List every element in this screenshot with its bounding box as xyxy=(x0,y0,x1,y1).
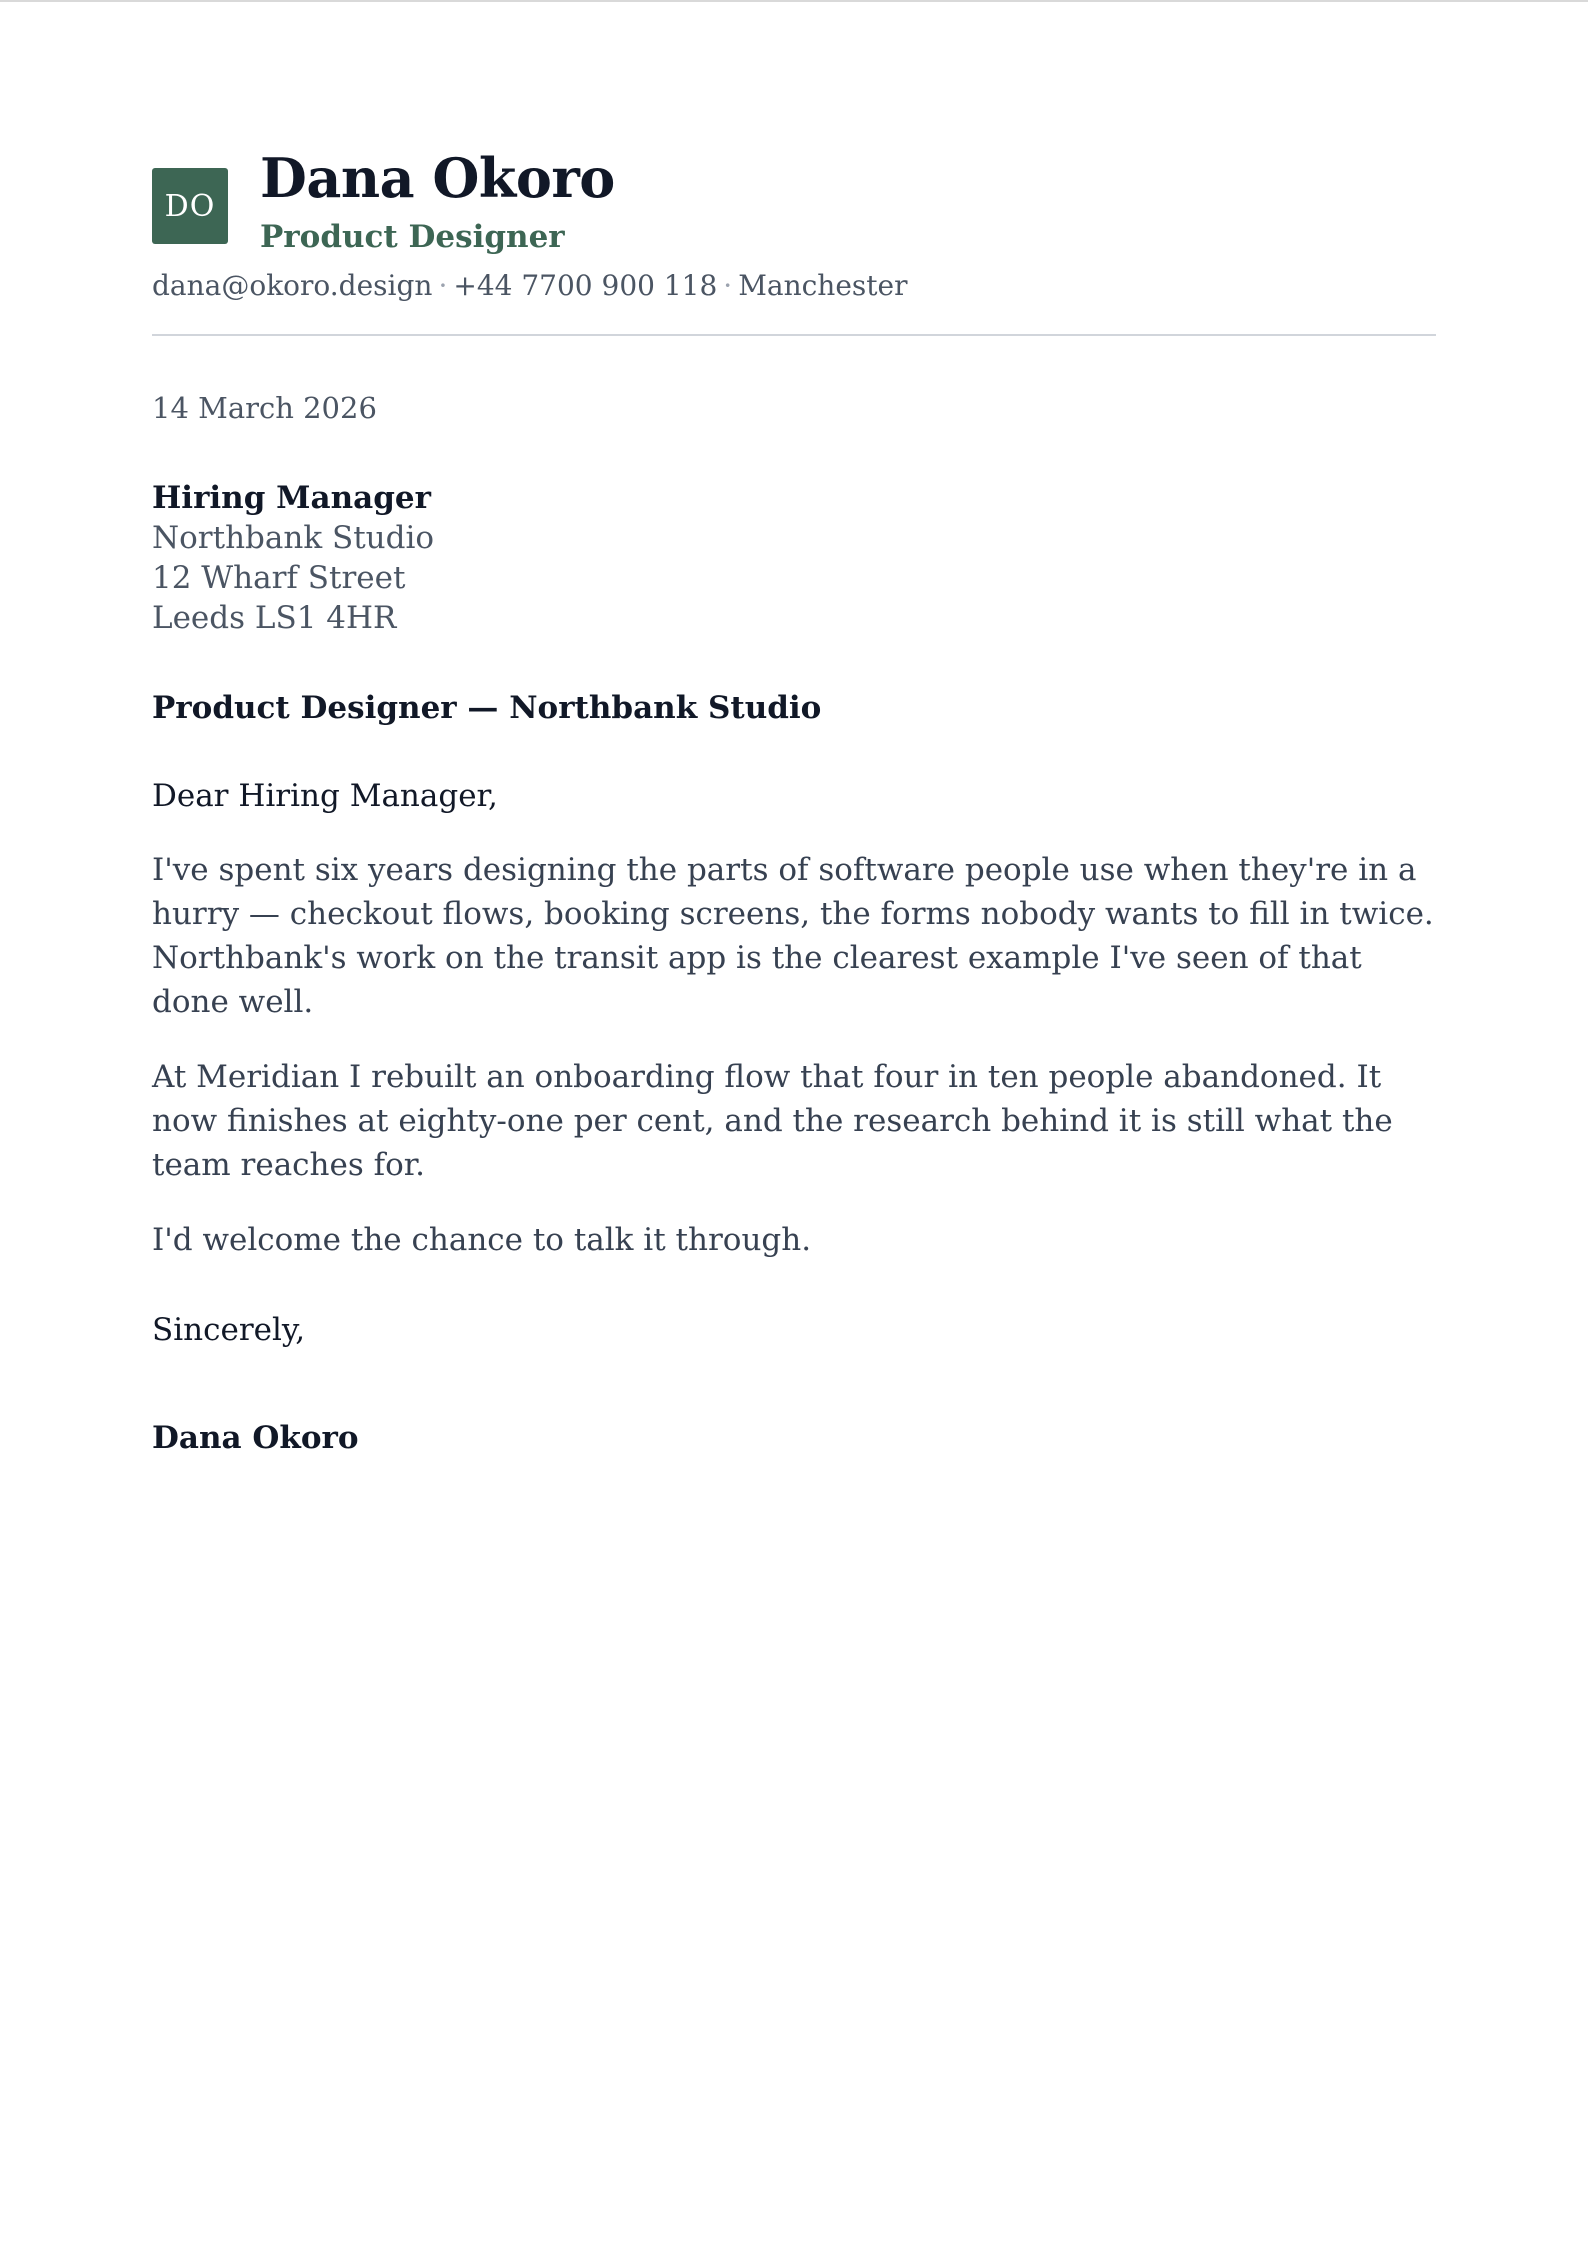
sender-role: Product Designer xyxy=(260,219,565,255)
body-paragraph: I've spent six years designing the parts of software people use when they're in a hurry — checkout flows, booking screens, the forms nobody wants to fill in twice. Northbank's work on the transit app is the clearest example I've seen of that done well. xyxy=(152,852,1434,1020)
letterhead xyxy=(152,146,1436,258)
recipient-company: Northbank Studio xyxy=(152,520,435,556)
signature-name: Dana Okoro xyxy=(152,1420,359,1456)
recipient-city: Leeds LS1 4HR xyxy=(152,600,397,636)
contact-separator: · xyxy=(438,269,448,302)
closing: Sincerely, xyxy=(152,1312,306,1348)
letter-subject: Product Designer — Northbank Studio xyxy=(152,690,822,726)
cover-letter xyxy=(152,146,1436,1458)
sender-name: Dana Okoro xyxy=(260,146,615,210)
contact-separator: · xyxy=(723,269,733,302)
name-block xyxy=(260,146,615,258)
body-paragraph: At Meridian I rebuilt an onboarding flow that four in ten people abandoned. It now finishes at eighty-one per cent, and the research behind it is still what the team reaches for. xyxy=(152,1059,1393,1183)
top-border xyxy=(0,0,1588,2)
recipient-title: Hiring Manager xyxy=(152,480,431,516)
salutation: Dear Hiring Manager, xyxy=(152,778,498,814)
recipient-street: 12 Wharf Street xyxy=(152,560,406,596)
contact-email: dana@okoro.design xyxy=(152,269,433,302)
contact-phone: +44 7700 900 118 xyxy=(453,269,718,302)
contact-location: Manchester xyxy=(738,269,908,302)
letter-date: 14 March 2026 xyxy=(152,391,377,425)
body-paragraph: I'd welcome the chance to talk it through. xyxy=(152,1222,812,1258)
header-divider xyxy=(152,334,1436,336)
monogram-badge: DO xyxy=(152,168,228,244)
contact-line xyxy=(152,268,1436,304)
recipient-address xyxy=(152,478,1436,638)
